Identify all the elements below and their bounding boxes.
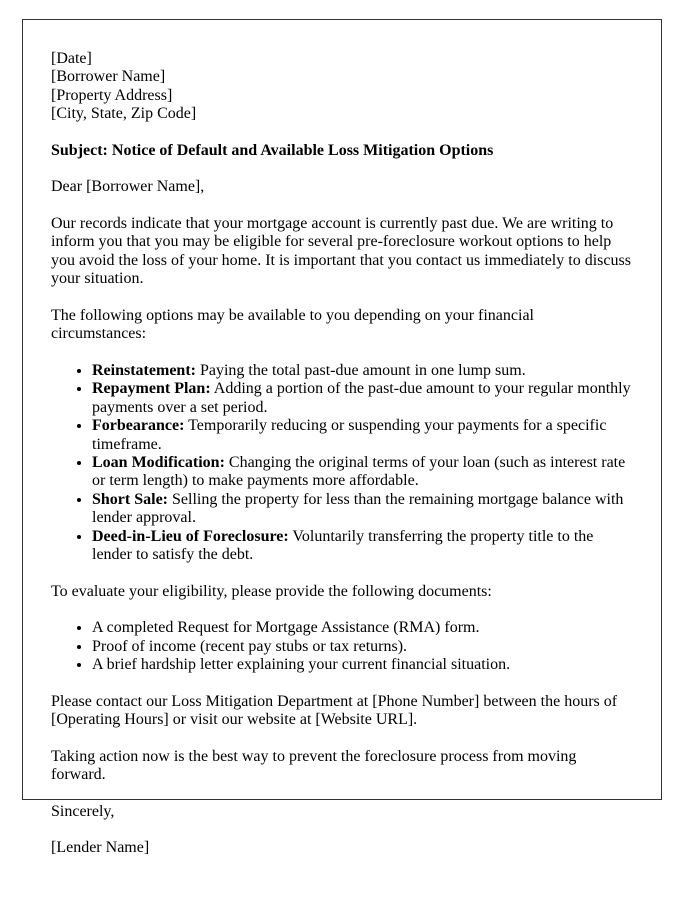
option-label: Repayment Plan: — [92, 380, 211, 398]
list-item — [92, 454, 633, 491]
option-label: Reinstatement: — [92, 361, 196, 379]
list-item: • A brief hardship letter explaining your current financial situation. — [92, 656, 633, 674]
option-label: Forbearance: — [92, 417, 185, 435]
list-item — [92, 491, 633, 528]
option-label: Short Sale: — [92, 490, 168, 508]
property-address-placeholder: [Property Address] — [51, 86, 173, 104]
urgency-paragraph: Taking action now is the best way to prevent the foreclosure process from moving forward. — [51, 747, 577, 784]
option-text: Voluntarily transferring the property title to the lender to satisfy the debt. — [92, 527, 594, 564]
option-text: Paying the total past-due amount in one lump sum. — [195, 361, 526, 379]
closing: Sincerely, — [51, 802, 115, 820]
option-text: Selling the property for less than the remaining mortgage balance with lender approval. — [92, 490, 624, 527]
options-lead-in: The following options may be available to you depending on your financial circumstances: — [51, 306, 534, 343]
lender-name-placeholder: [Lender Name] — [51, 839, 150, 856]
list-item — [92, 362, 633, 380]
recipient-address-block — [51, 50, 633, 124]
required-documents-list — [51, 619, 633, 674]
list-item: • A completed Request for Mortgage Assistance (RMA) form. — [92, 619, 633, 637]
option-text: Adding a portion of the past-due amount to your regular monthly payments over a set period. — [92, 380, 631, 416]
borrower-name-placeholder: [Borrower Name] — [51, 68, 166, 86]
list-item: • Proof of income (recent pay stubs or tax returns). — [92, 638, 633, 656]
letter-document — [22, 19, 662, 856]
list-item — [92, 417, 633, 454]
contact-paragraph: Please contact our Loss Mitigation Department at [Phone Number] between the hours of [Operating Hours] or visit our website at [Website URL]. — [51, 692, 618, 729]
documents-lead-in: To evaluate your eligibility, please provide the following documents: — [51, 582, 492, 600]
option-text: Changing the original terms of your loan (such as interest rate or term length) to make payments more affordable. — [92, 453, 626, 490]
option-label: Deed-in-Lieu of Foreclosure: — [92, 527, 289, 545]
option-label: Loan Modification: — [92, 453, 225, 471]
list-item — [92, 380, 633, 417]
salutation: Dear [Borrower Name], — [51, 178, 205, 196]
date-placeholder: [Date] — [51, 50, 92, 67]
subject-line: Subject: Notice of Default and Available Loss Mitigation Options — [51, 141, 494, 159]
list-item — [92, 528, 633, 565]
city-state-zip-placeholder: [City, State, Zip Code] — [51, 105, 197, 123]
option-text: Temporarily reducing or suspending your payments for a specific timeframe. — [92, 417, 607, 453]
loss-mitigation-options-list — [51, 362, 633, 565]
intro-paragraph: Our records indicate that your mortgage account is currently past due. We are writing to inform you that you may be eligible for several pre-foreclosure workout options to help you avoid the loss of your home. It is important that you contact us immediately to discuss your situation. — [51, 214, 631, 288]
